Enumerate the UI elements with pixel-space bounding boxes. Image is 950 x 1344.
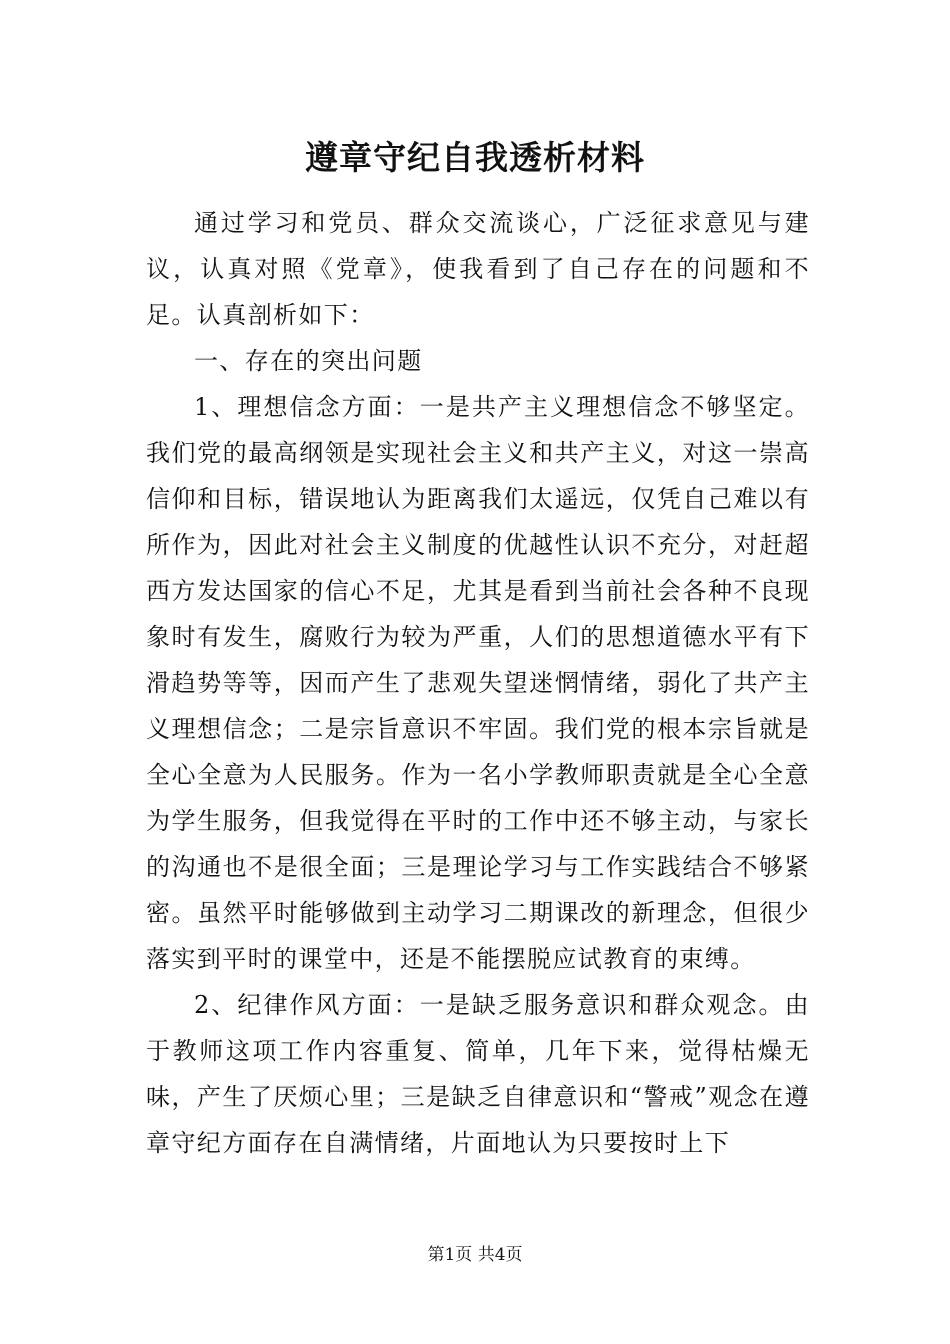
intro-paragraph: 通过学习和党员、群众交流谈心，广泛征求意见与建议，认真对照《党章》，使我看到了自己存在的问题和不足。认真剖析如下： <box>146 209 810 329</box>
document-title: 遵章守纪自我透析材料 <box>305 138 645 177</box>
page-footer: 第1页 共4页 <box>427 1245 523 1265</box>
body-paragraph-discipline: 2、纪律作风方面：一是缺乏服务意识和群众观念。由于教师这项工作内容重复、简单，几年下来，觉得枯燥无味，产生了厌烦心里；三是缺乏自律意识和“警戒”观念在遵章守纪方面存在自满情绪，片面地认为只要按时上下 <box>146 991 810 1157</box>
section-heading: 一、存在的突出问题 <box>194 347 423 375</box>
body-paragraph-ideals: 1、理想信念方面：一是共产主义理想信念不够坚定。我们党的最高纲领是实现社会主义和共产主义，对这一崇高信仰和目标，错误地认为距离我们太遥远，仅凭自己难以有所作为，因此对社会主义制度的优越性认识不充分，对赶超西方发达国家的信心不足，尤其是看到当前社会各种不良现象时有发生，腐败行为较为严重，人们的思想道德水平有下滑趋势等等，因而产生了悲观失望迷惘情绪，弱化了共产主义理想信念；二是宗旨意识不牢固。我们党的根本宗旨就是全心全意为人民服务。作为一名小学教师职责就是全心全意为学生服务，但我觉得在平时的工作中还不够主动，与家长的沟通也不是很全面；三是理论学习与工作实践结合不够紧密。虽然平时能够做到主动学习二期课改的新理念，但很少落实到平时的课堂中，还是不能摆脱应试教育的束缚。 <box>146 393 810 973</box>
document-body <box>146 200 810 1166</box>
